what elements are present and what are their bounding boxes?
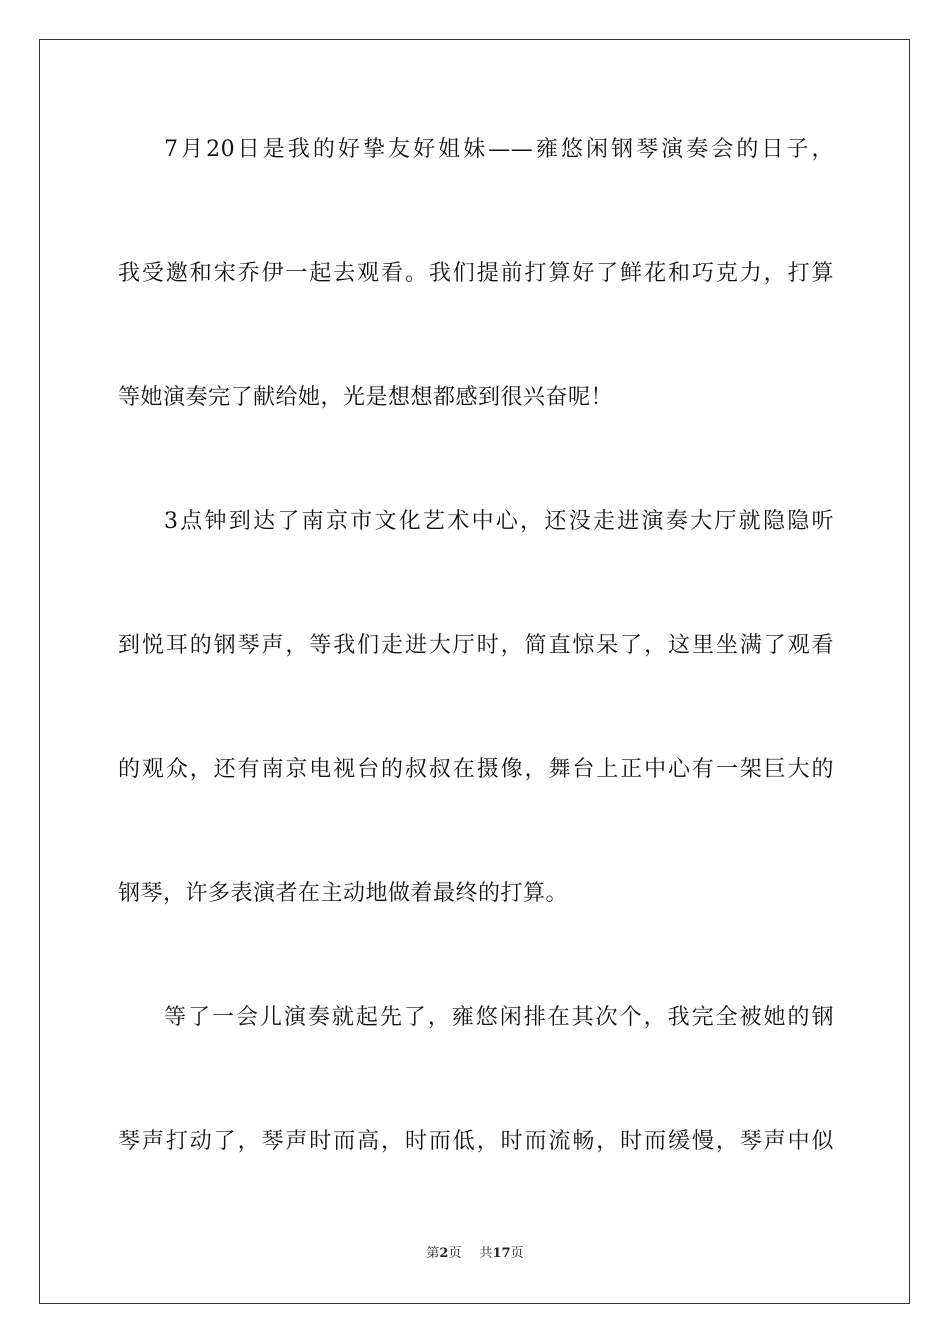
total-pages: 17 [492, 1246, 511, 1261]
page-footer [0, 1245, 950, 1263]
paragraph-2-line-2: 到悦耳的钢琴声，等我们走进大厅时，简直惊呆了，这里坐满了观看 [118, 633, 834, 658]
paragraph-3-line-2: 琴声打动了，琴声时而高，时而低，时而流畅，时而缓慢，琴声中似 [118, 1129, 834, 1154]
paragraph-2-line-1: 3点钟到达了南京市文化艺术中心，还没走进演奏大厅就隐隐听 [164, 509, 834, 534]
paragraph-1-line-3: 等她演奏完了献给她，光是想想都感到很兴奋呢！ [118, 385, 614, 410]
paragraph-1-line-1: 7月20日是我的好挚友好姐妹——雍悠闲钢琴演奏会的日子， [164, 137, 834, 162]
page-number-prefix: 第 [426, 1246, 440, 1261]
page-border [39, 39, 910, 1304]
page-number-suffix: 页 [448, 1246, 462, 1261]
total-pages-suffix: 页 [510, 1246, 524, 1261]
total-pages-prefix: 共 [479, 1246, 493, 1261]
paragraph-2-line-3: 的观众，还有南京电视台的叔叔在摄像，舞台上正中心有一架巨大的 [118, 757, 834, 782]
paragraph-3-line-1: 等了一会儿演奏就起先了，雍悠闲排在其次个，我完全被她的钢 [164, 1005, 834, 1030]
paragraph-2-line-4: 钢琴，许多表演者在主动地做着最终的打算。 [118, 881, 569, 906]
paragraph-1-line-2: 我受邀和宋乔伊一起去观看。我们提前打算好了鲜花和巧克力，打算 [118, 261, 834, 286]
page-number: 2 [439, 1246, 449, 1261]
